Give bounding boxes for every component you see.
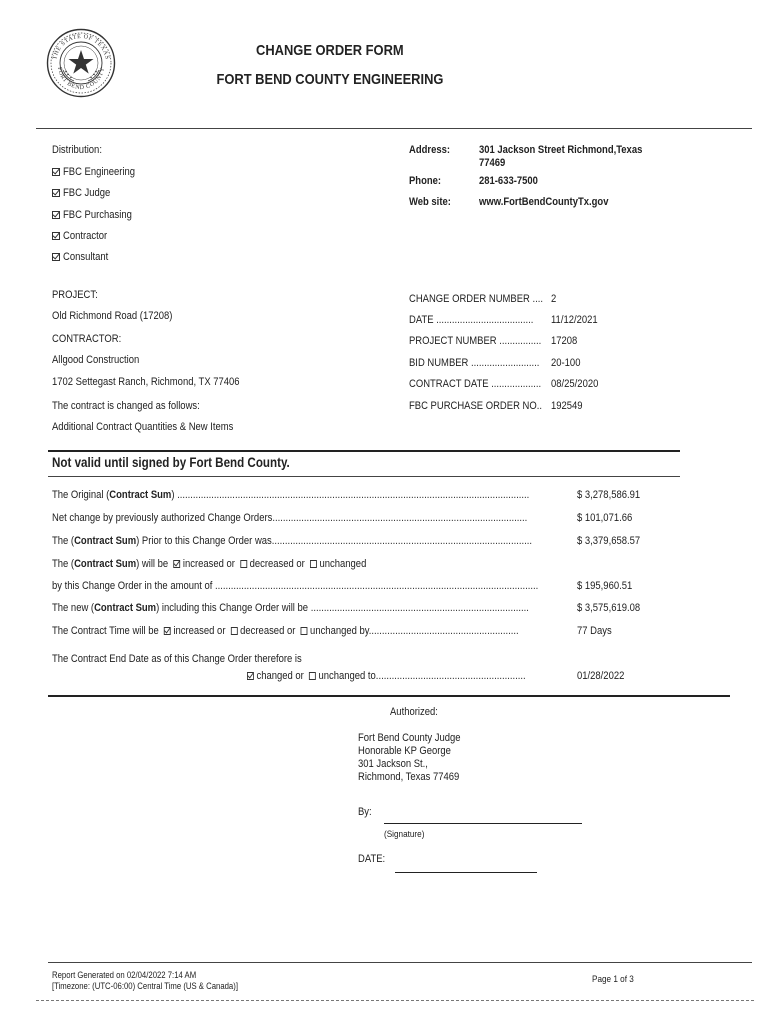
footer-rule <box>48 962 752 963</box>
distribution-item: FBC Purchasing <box>52 209 143 221</box>
seal-top-text: THE STATE OF TEXAS <box>52 33 110 61</box>
authorizer-name: Honorable KP George <box>358 745 451 757</box>
distribution-item: Contractor <box>52 230 114 242</box>
phone-value: 281-633-7500 <box>479 175 538 187</box>
date-value: 11/12/2021 <box>551 314 598 326</box>
prior-sum-label: The (Contract Sum) Prior to this Change Order was................................................................................................... <box>52 535 532 547</box>
distribution-item: FBC Judge <box>52 187 118 199</box>
checkbox-empty-icon <box>240 560 247 568</box>
distribution-label: Distribution: <box>52 144 102 156</box>
new-sum-value: $ 3,575,619.08 <box>577 602 641 614</box>
change-amount-value: $ 195,960.51 <box>577 580 633 592</box>
checkbox-empty-icon <box>231 627 238 635</box>
change-order-number-label: CHANGE ORDER NUMBER .... <box>409 293 544 305</box>
net-change-value: $ 101,071.66 <box>577 512 633 524</box>
sign-date-label: DATE: <box>358 853 386 865</box>
contractor-address: 1702 Settegast Ranch, Richmond, TX 77406 <box>52 376 240 388</box>
checkbox-empty-icon <box>310 560 317 568</box>
checkbox-empty-icon <box>309 672 316 680</box>
notice-top-rule <box>48 450 680 452</box>
checkbox-checked-icon <box>173 560 180 568</box>
page-title: CHANGE ORDER FORM <box>256 42 404 59</box>
page-number: Page 1 of 3 <box>592 974 634 985</box>
authorized-label: Authorized: <box>390 706 438 718</box>
end-date-label: The Contract End Date as of this Change Order therefore is <box>52 653 302 665</box>
contractor-name: Allgood Construction <box>52 354 140 366</box>
header-divider <box>36 128 752 129</box>
original-sum-label: The Original (Contract Sum) ...................................................................................................................................... <box>52 489 530 501</box>
project-number: 17208 <box>551 335 578 347</box>
bid-number-label: BID NUMBER .......................... <box>409 357 540 369</box>
project-label: PROJECT: <box>52 289 98 301</box>
sign-date-line[interactable] <box>395 872 537 873</box>
checkbox-checked-icon <box>52 253 60 261</box>
page-break-line <box>36 1000 754 1001</box>
checkbox-checked-icon <box>164 627 171 635</box>
validity-notice: Not valid until signed by Fort Bend County. <box>52 455 290 470</box>
website-link[interactable]: www.FortBendCountyTx.gov <box>479 196 609 208</box>
authorizer-address-2: Richmond, Texas 77469 <box>358 771 460 783</box>
distribution-item: FBC Engineering <box>52 166 147 178</box>
distribution-item: Consultant <box>52 251 116 263</box>
phone-label: Phone: <box>409 175 442 187</box>
notice-bottom-rule <box>48 476 680 477</box>
sums-bottom-rule <box>48 695 730 697</box>
checkbox-checked-icon <box>52 232 60 240</box>
contract-time-value: 77 Days <box>577 625 612 637</box>
purchase-order-label: FBC PURCHASE ORDER NO.. <box>409 400 542 412</box>
bid-number: 20-100 <box>551 357 581 369</box>
change-amount-label: by this Change Order in the amount of ........................................................................................................................... <box>52 580 539 592</box>
end-date-value: 01/28/2022 <box>577 670 625 682</box>
report-generated: Report Generated on 02/04/2022 7:14 AM <box>52 970 197 980</box>
authorizer-address-1: 301 Jackson St., <box>358 758 428 770</box>
checkbox-checked-icon <box>247 672 254 680</box>
by-label: By: <box>358 806 372 818</box>
checkbox-empty-icon <box>301 627 308 635</box>
purchase-order-number: 192549 <box>551 400 583 412</box>
contractor-label: CONTRACTOR: <box>52 333 122 345</box>
project-number-label: PROJECT NUMBER ................ <box>409 335 542 347</box>
date-label: DATE ..................................... <box>409 314 534 326</box>
checkbox-checked-icon <box>52 189 60 197</box>
authorizer-title: Fort Bend County Judge <box>358 732 461 744</box>
checkbox-checked-icon <box>52 211 60 219</box>
change-order-number: 2 <box>551 293 557 305</box>
report-timezone: [Timezone: (UTC-06:00) Central Time (US & Canada)] <box>52 981 238 991</box>
signature-caption: (Signature) <box>384 829 425 840</box>
contract-changed-desc: Additional Contract Quantities & New Items <box>52 421 234 433</box>
net-change-label: Net change by previously authorized Change Orders................................................................................................. <box>52 512 528 524</box>
original-sum-value: $ 3,278,586.91 <box>577 489 641 501</box>
signature-line[interactable] <box>384 823 582 824</box>
end-date-status: changed or unchanged to......................................................... <box>247 670 571 682</box>
address-line-2: 77469 <box>479 157 506 169</box>
sum-change-direction: The (Contract Sum) will be increased or decreased or unchanged <box>52 558 367 570</box>
new-sum-label: The new (Contract Sum) including this Change Order will be ................................................................................... <box>52 602 529 614</box>
address-label: Address: <box>409 144 451 156</box>
address-line-1: 301 Jackson Street Richmond,Texas <box>479 144 643 156</box>
contract-time-label: The Contract Time will be increased or decreased or unchanged by......................................................... <box>52 625 519 637</box>
contract-date: 08/25/2020 <box>551 378 599 390</box>
project-name: Old Richmond Road (17208) <box>52 310 173 322</box>
contract-changed-label: The contract is changed as follows: <box>52 400 200 412</box>
contract-date-label: CONTRACT DATE ................... <box>409 378 542 390</box>
page-subtitle: FORT BEND COUNTY ENGINEERING <box>216 71 444 88</box>
website-label: Web site: <box>409 196 451 208</box>
seal-bottom-text: FORT BEND COUNTY <box>55 66 107 92</box>
checkbox-checked-icon <box>52 168 60 176</box>
prior-sum-value: $ 3,379,658.57 <box>577 535 641 547</box>
